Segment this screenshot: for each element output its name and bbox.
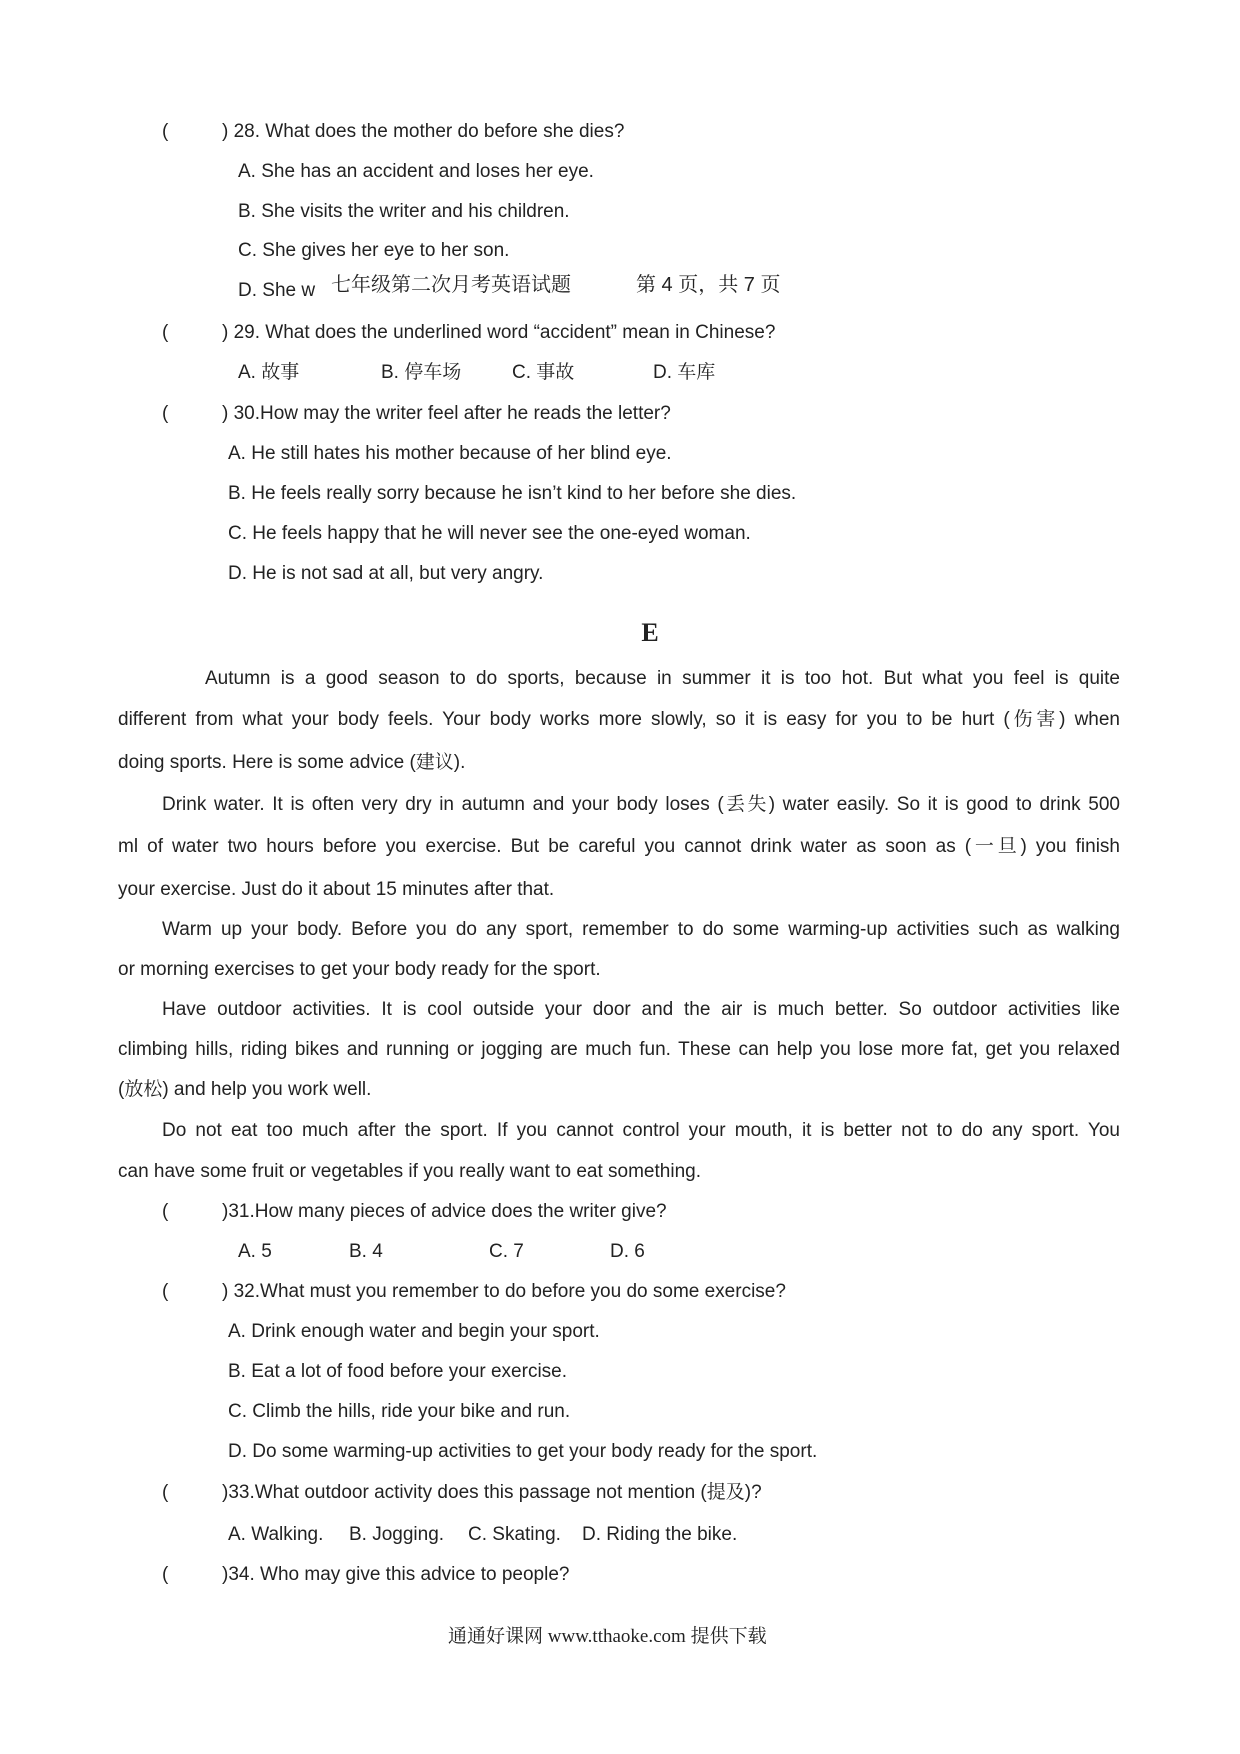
q29-option-a: A. 故事 — [238, 362, 300, 383]
q29-option-d: D. 车库 — [653, 362, 716, 383]
passage-line: your exercise. Just do it about 15 minutes after that. — [118, 879, 555, 900]
passage-line: different from what your body feels. Your body works more slowly, so it is easy for you to be hurt (伤害) when — [118, 709, 1120, 730]
question-28-stem: ) 28. What does the mother do before she dies? — [222, 121, 625, 142]
answer-bracket-open: ( — [162, 1482, 169, 1503]
q30-option-d: D. He is not sad at all, but very angry. — [228, 563, 544, 584]
answer-bracket-open: ( — [162, 1281, 169, 1302]
question-30-stem: ) 30.How may the writer feel after he reads the letter? — [222, 403, 671, 424]
q30-option-c: C. He feels happy that he will never see the one-eyed woman. — [228, 523, 751, 544]
q31-option-b: B. 4 — [349, 1241, 383, 1262]
q33-option-d: D. Riding the bike. — [582, 1524, 738, 1545]
q32-option-d: D. Do some warming-up activities to get your body ready for the sport. — [228, 1441, 818, 1462]
q32-option-c: C. Climb the hills, ride your bike and run. — [228, 1401, 571, 1422]
passage-line: Warm up your body. Before you do any sport, remember to do some warming-up activities such as walking — [162, 919, 1120, 940]
q33-option-c: C. Skating. — [468, 1524, 561, 1545]
question-29-stem: ) 29. What does the underlined word “accident” mean in Chinese? — [222, 322, 776, 343]
passage-line: Autumn is a good season to do sports, because in summer it is too hot. But what you feel is quite — [205, 668, 1120, 689]
answer-bracket-open: ( — [162, 322, 169, 343]
q30-option-b: B. He feels really sorry because he isn’t kind to her before she dies. — [228, 483, 797, 504]
q31-option-a: A. 5 — [238, 1241, 272, 1262]
passage-line: or morning exercises to get your body ready for the sport. — [118, 959, 601, 980]
q31-option-d: D. 6 — [610, 1241, 645, 1262]
q29-option-c: C. 事故 — [512, 362, 575, 383]
q32-option-b: B. Eat a lot of food before your exercise. — [228, 1361, 568, 1382]
passage-line: (放松) and help you work well. — [118, 1079, 372, 1100]
q28-option-c: C. She gives her eye to her son. — [238, 240, 510, 261]
q29-option-b: B. 停车场 — [381, 362, 462, 383]
question-33-stem: )33.What outdoor activity does this passage not mention (提及)? — [222, 1482, 762, 1503]
q32-option-a: A. Drink enough water and begin your sport. — [228, 1321, 600, 1342]
passage-line: ml of water two hours before you exercise. But be careful you cannot drink water as soon as (一旦) you finish — [118, 836, 1120, 857]
passage-line: Drink water. It is often very dry in autumn and your body loses (丢失) water easily. So it is good to drink 500 — [162, 794, 1120, 815]
answer-bracket-open: ( — [162, 403, 169, 424]
page-number: 第 4 页，共 7 页 — [636, 274, 781, 296]
question-31-stem: )31.How many pieces of advice does the writer give? — [222, 1201, 667, 1222]
q31-option-c: C. 7 — [489, 1241, 524, 1262]
q30-option-a: A. He still hates his mother because of her blind eye. — [228, 443, 672, 464]
answer-bracket-open: ( — [162, 1564, 169, 1585]
passage-line: can have some fruit or vegetables if you really want to eat something. — [118, 1161, 701, 1182]
passage-line: Have outdoor activities. It is cool outside your door and the air is much better. So outdoor activities like — [162, 999, 1120, 1020]
q33-option-b: B. Jogging. — [349, 1524, 445, 1545]
section-heading: E — [641, 618, 659, 647]
passage-line: climbing hills, riding bikes and running or jogging are much fun. These can help you lose more fat, get you relaxed — [118, 1039, 1120, 1060]
question-34-stem: )34. Who may give this advice to people? — [222, 1564, 570, 1585]
passage-line: Do not eat too much after the sport. If you cannot control your mouth, it is better not to do any sport. You — [162, 1120, 1120, 1141]
q28-option-b: B. She visits the writer and his children. — [238, 201, 570, 222]
answer-bracket-open: ( — [162, 1201, 169, 1222]
question-32-stem: ) 32.What must you remember to do before you do some exercise? — [222, 1281, 786, 1302]
answer-bracket-open: ( — [162, 121, 169, 142]
footer-watermark: 通通好课网 www.tthaoke.com 提供下载 — [448, 1626, 767, 1647]
passage-line: doing sports. Here is some advice (建议). — [118, 752, 466, 773]
page-header-title: 七年级第二次月考英语试题 — [331, 274, 571, 296]
q33-option-a: A. Walking. — [228, 1524, 324, 1545]
q28-option-d: D. She w — [238, 280, 316, 301]
q28-option-a: A. She has an accident and loses her eye. — [238, 161, 594, 182]
